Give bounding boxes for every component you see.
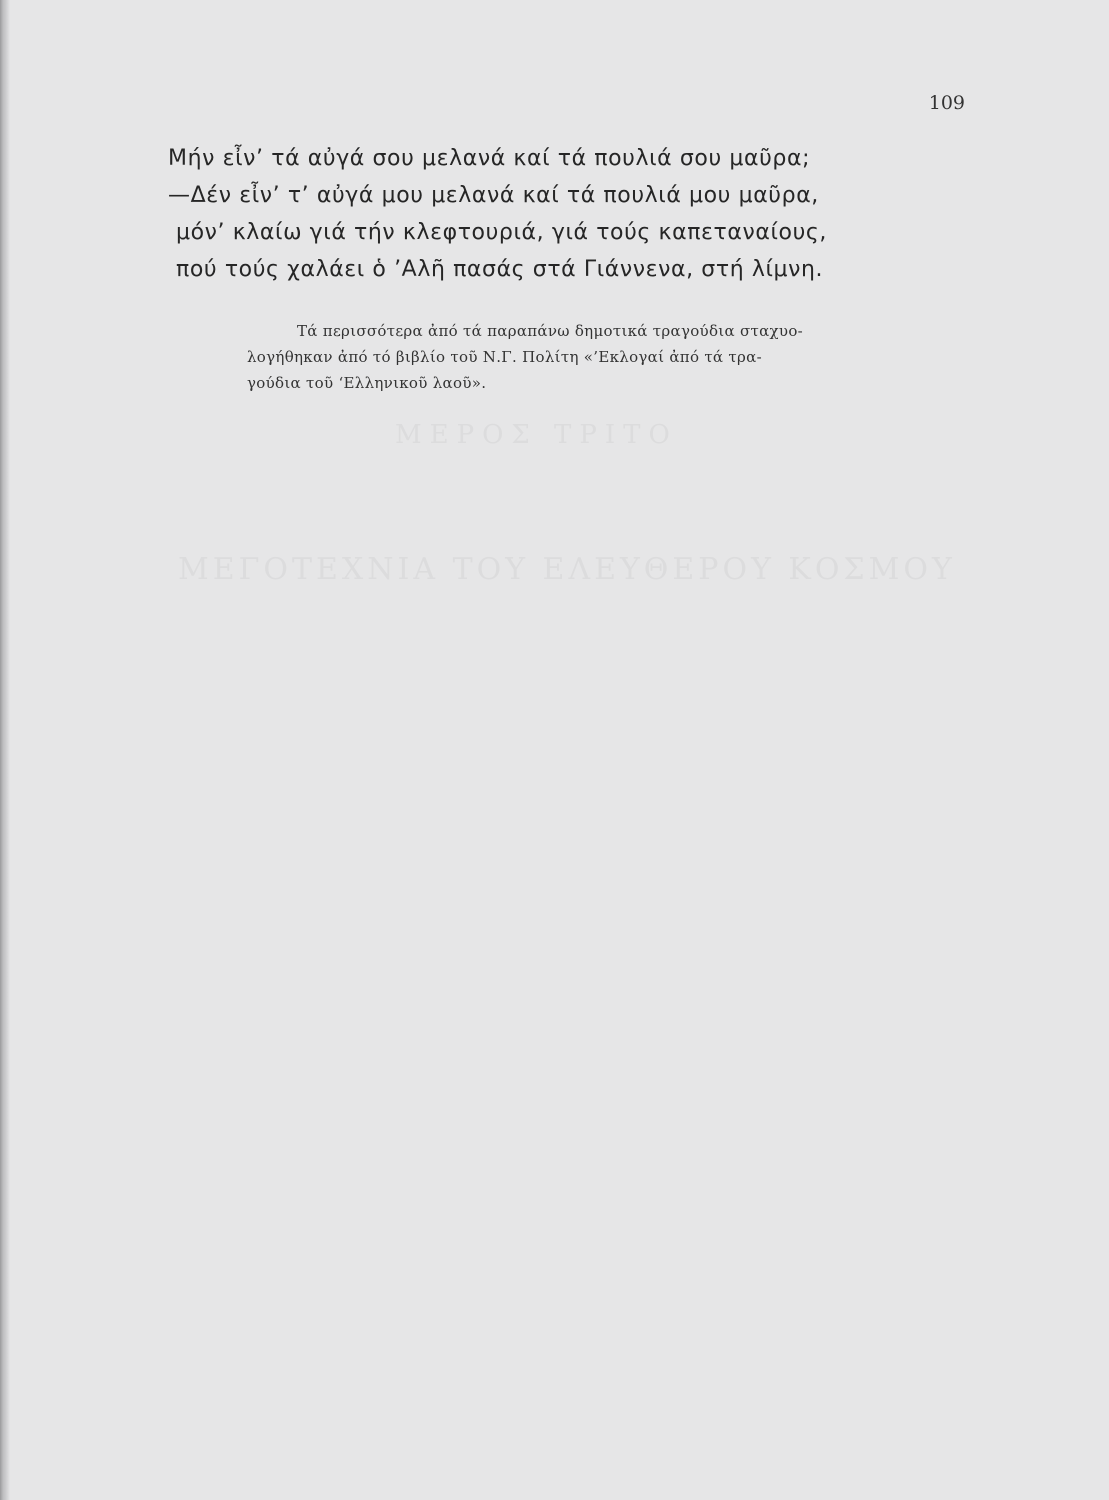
page-binding-edge [0, 0, 10, 1500]
poem-line: μόν’ κλαίω γιά τήν κλεφτουριά, γιά τούς καπεταναίους, [176, 220, 828, 245]
poem-line: —Δέν εἶν’ τ’ αὐγά μου μελανά καί τά πουλιά μου μαῦρα, [168, 183, 819, 208]
bleed-through-title: ΜΕΓΟΤΕΧΝΙΑ ΤΟΥ ΕΛΕΥΘΕΡΟΥ ΚΟΣΜΟΥ [178, 552, 956, 587]
poem-stanza [168, 140, 928, 288]
source-note-line: Τά περισσότερα ἀπό τά παραπάνω δημοτικά τραγούδια σταχυο- [297, 322, 804, 340]
source-note-line: γούδια τοῦ ‘Ελληνικοῦ λαοῦ». [247, 374, 487, 392]
source-note [247, 318, 961, 396]
source-note-line: λογήθηκαν ἀπό τό βιβλίο τοῦ Ν.Γ. Πολίτη «’Εκλογαί ἀπό τά τρα- [247, 348, 762, 366]
poem-line: Μήν εἶν’ τά αὐγά σου μελανά καί τά πουλιά σου μαῦρα; [168, 146, 811, 171]
bleed-through-heading: ΜΕΡΟΣ ΤΡΙΤΟ [395, 420, 678, 450]
poem-line: πού τούς χαλάει ὁ ’Αλῆ πασάς στά Γιάννενα, στή λίμνη. [176, 257, 824, 282]
page-number: 109 [928, 92, 965, 114]
